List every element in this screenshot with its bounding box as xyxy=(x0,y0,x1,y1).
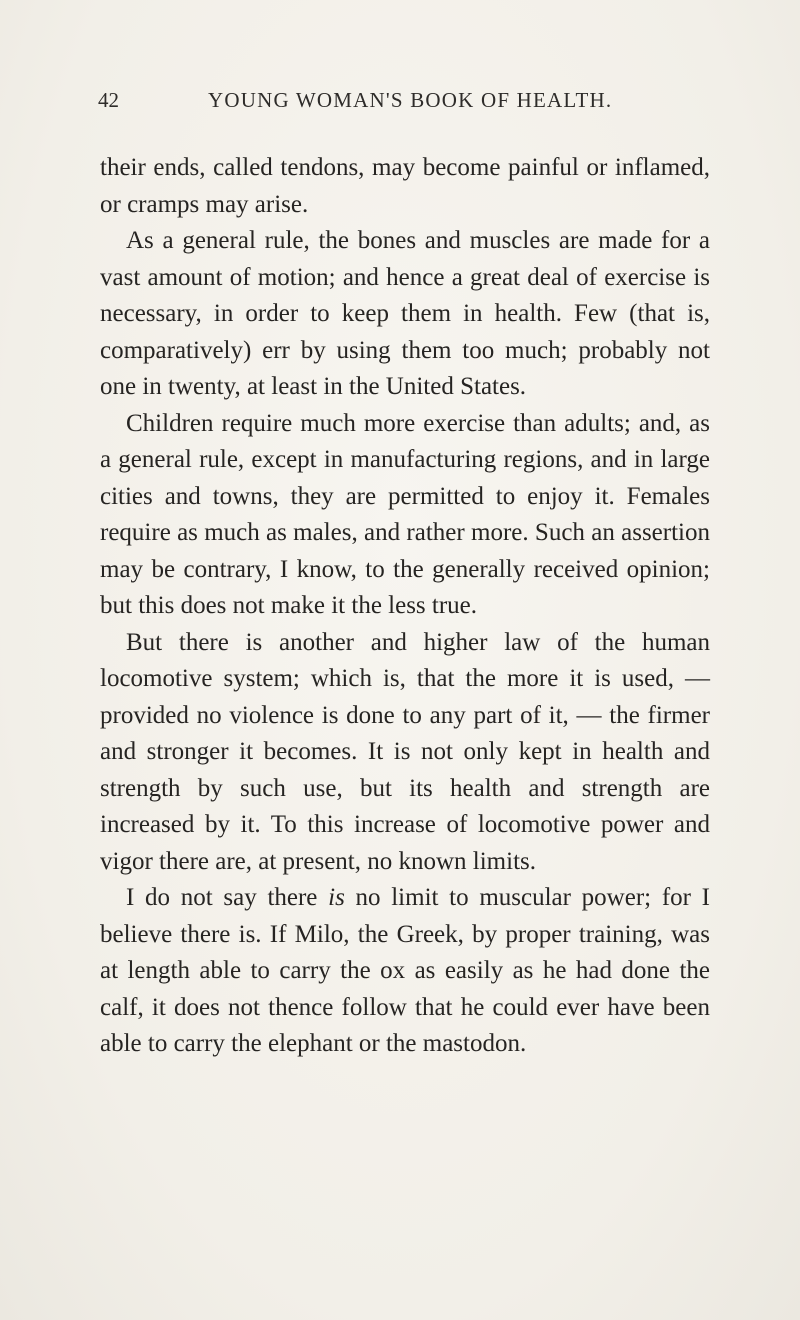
paragraph-muscular-limit-end: no limit to muscular power; for I believe there is. If Milo, the Greek, by proper training, was at length able to carry the ox as easily as he had done the calf, it does not thence follow that he could ever have been able to carry the elephant or the mastodon. xyxy=(100,884,710,1057)
running-head: YOUNG WOMAN'S BOOK OF HEALTH. xyxy=(208,88,613,112)
paragraph-muscular-limit-start: I do not say there xyxy=(126,884,329,911)
paragraph-bones-muscles: As a general rule, the bones and muscles are made for a vast amount of motion; and hence a great deal of exercise is necessary, in order to keep them in health. Few (that is, comparatively) err by using them too much; probably not one in twenty, at least in the United States. xyxy=(100,227,710,400)
body-text xyxy=(100,150,710,1063)
paragraph-children-exercise: Children require much more exercise than adults; and, as a general rule, except in manufacturing regions, and in large cities and towns, they are permitted to enjoy it. Females require as much as males, and rather more. Such an assertion may be contrary, I know, to the generally received opinion; but this does not make it the less true. xyxy=(100,409,710,619)
paragraph-tendons: their ends, called tendons, may become painful or inflamed, or cramps may arise. xyxy=(100,154,710,218)
emphasized-word: is xyxy=(328,884,345,911)
page-header xyxy=(98,88,638,118)
paragraph-locomotive-law: But there is another and higher law of the human locomotive system; which is, that the more it is used, — provided no violence is done to any part of it, — the firmer and stronger it becomes. It is not only kept in health and strength by such use, but its health and strength are increased by it. To this increase of locomotive power and vigor there are, at present, no known limits. xyxy=(100,628,710,875)
paragraph-muscular-limit xyxy=(100,880,710,1063)
page-number: 42 xyxy=(98,88,119,112)
